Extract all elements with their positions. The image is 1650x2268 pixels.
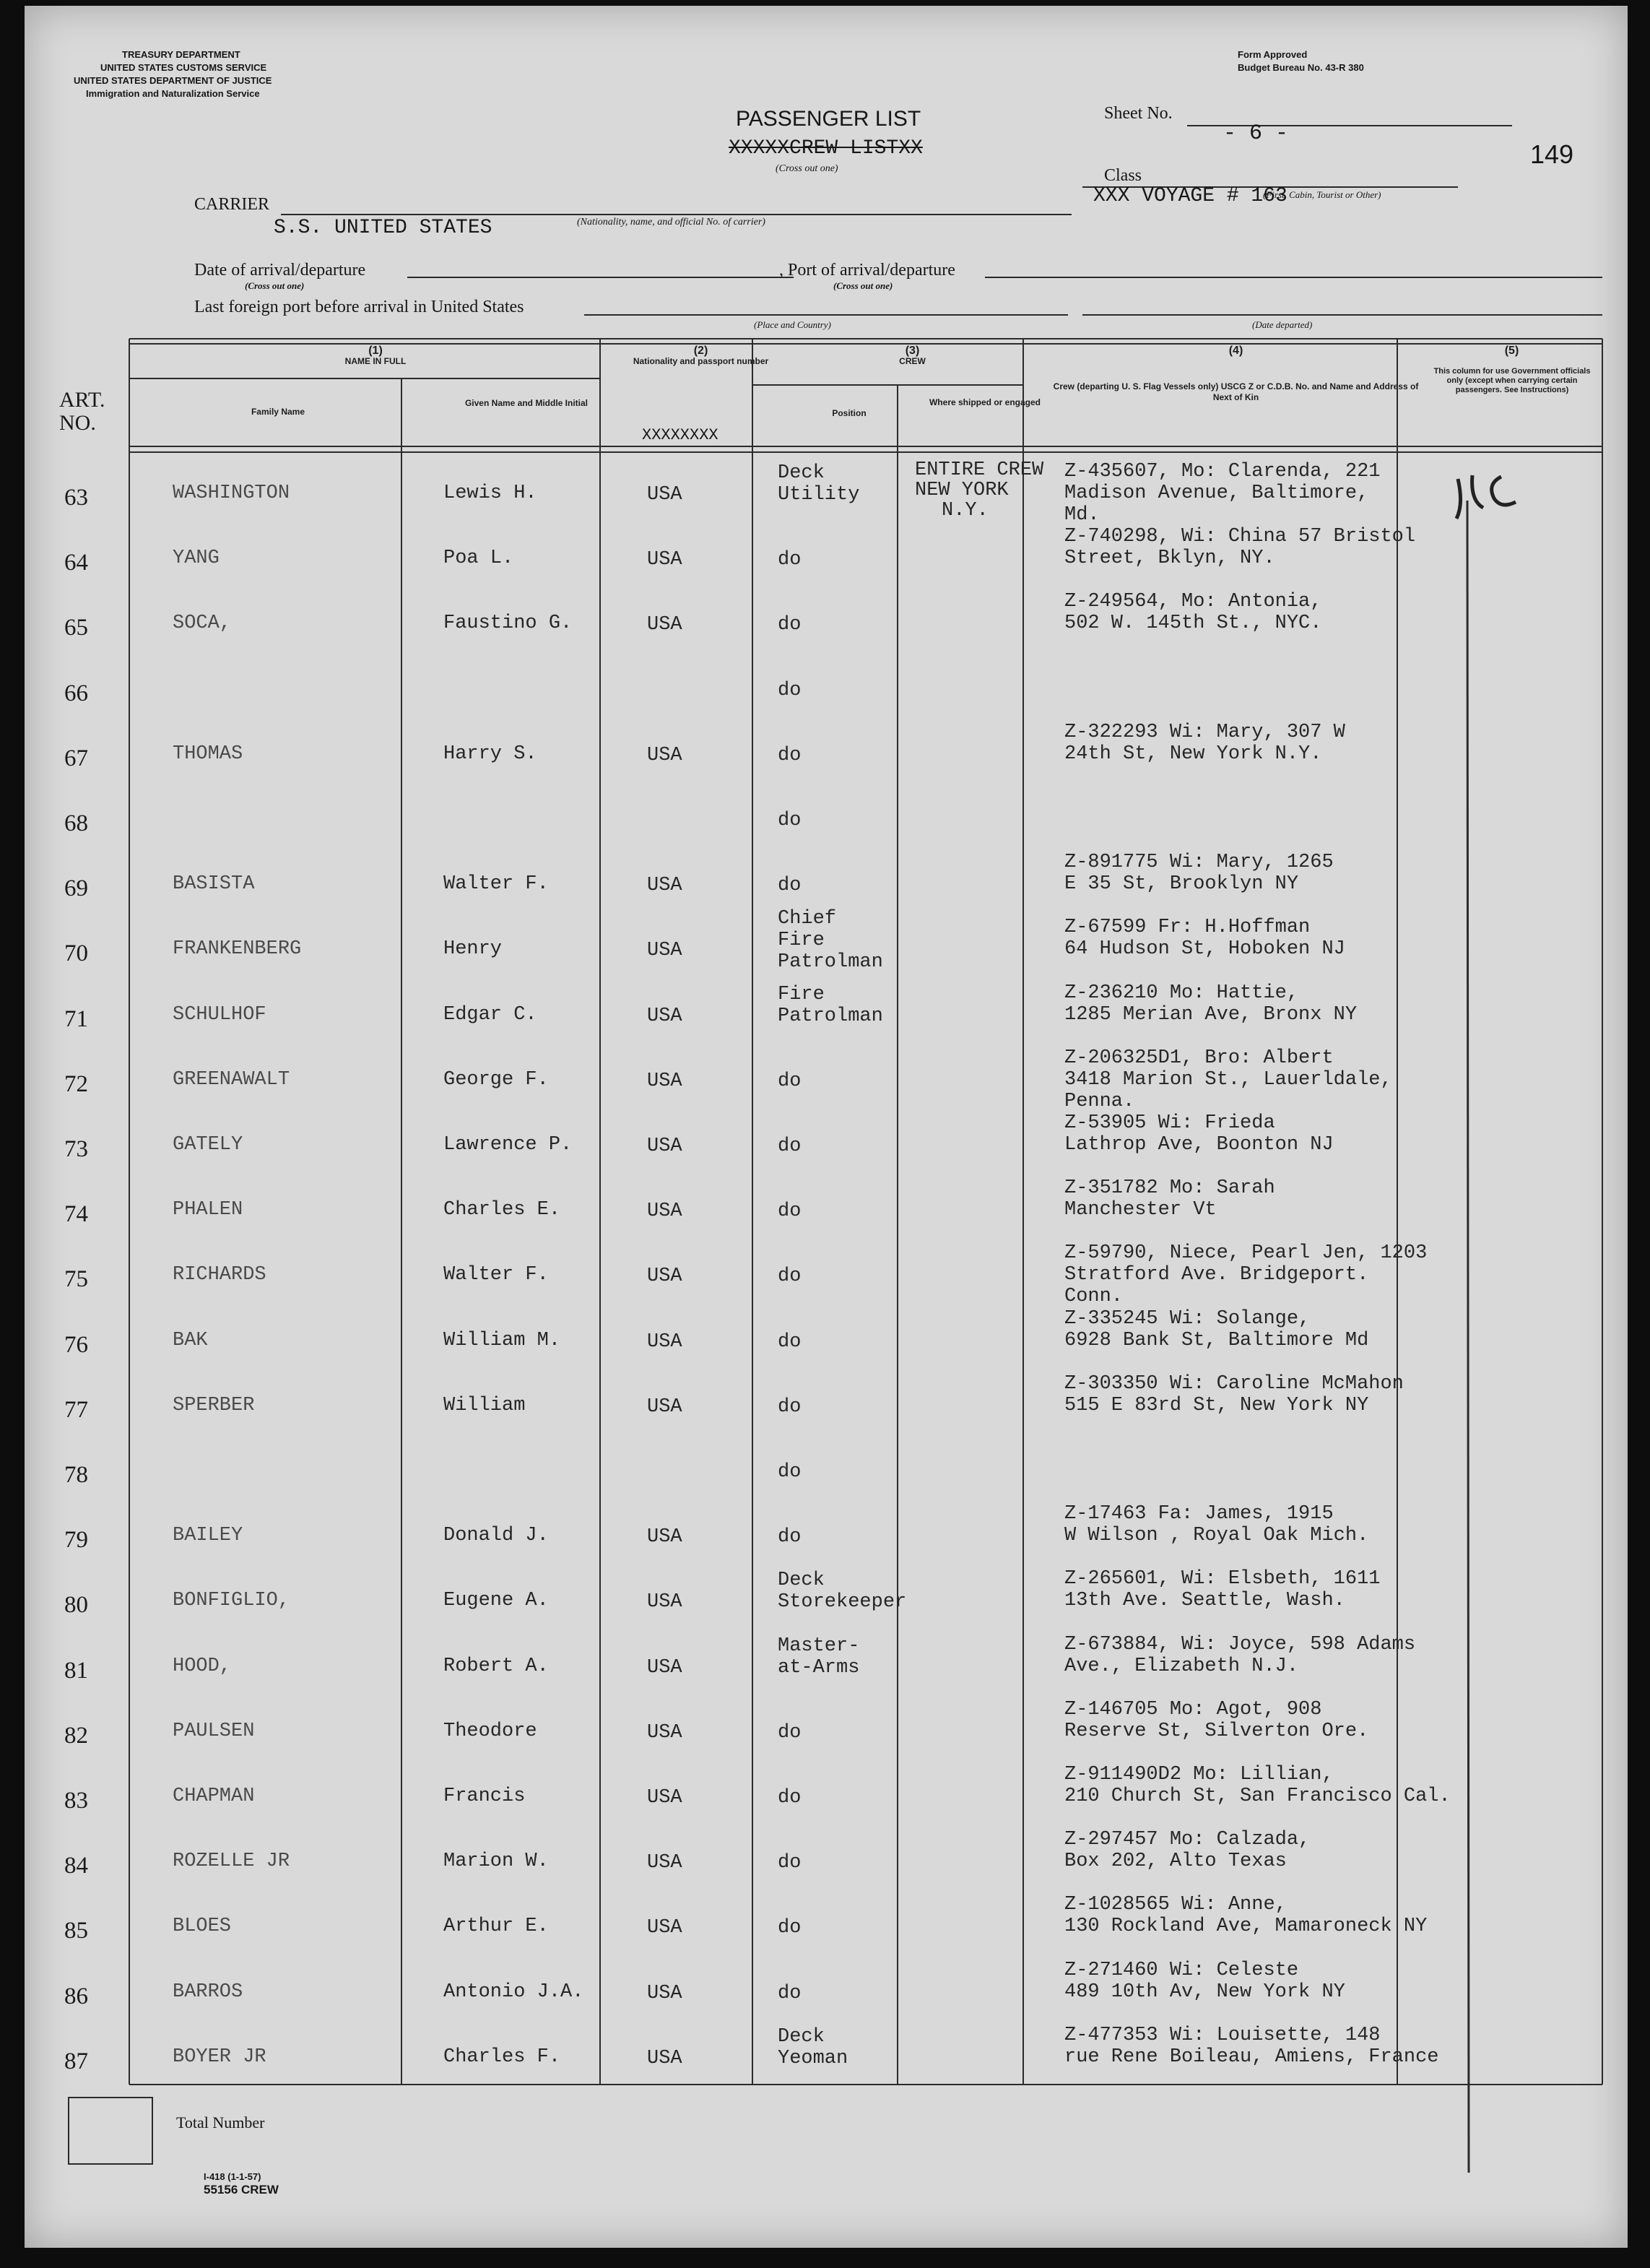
position-text: Deck (778, 2025, 825, 2048)
given-name: Eugene A. (443, 1590, 549, 1612)
nationality: USA (647, 1265, 682, 1288)
date-cross-out: (Cross out one) (245, 280, 305, 291)
agency-line-3: UNITED STATES DEPARTMENT OF JUSTICE (74, 75, 272, 86)
next-of-kin-line: 210 Church St, San Francisco Cal. (1064, 1786, 1451, 1807)
given-name: Antonio J.A. (443, 1981, 584, 2003)
next-of-kin-line: Z-911490D2 Mo: Lillian, (1064, 1764, 1334, 1786)
position-text: Patrolman (778, 951, 883, 974)
nationality: USA (647, 1852, 682, 1874)
given-name: Theodore (443, 1720, 537, 1742)
art-number: 64 (64, 550, 88, 576)
position-text: do (778, 1721, 802, 1744)
nationality: USA (647, 549, 682, 571)
position-text: Master- (778, 1635, 860, 1657)
art-number: 72 (64, 1070, 88, 1097)
art-number: 65 (64, 615, 88, 641)
nationality: USA (647, 1917, 682, 1939)
table-row (25, 1366, 1628, 1431)
col5-text: This column for use Government officials only (except when carrying certain passengers. See Instructions) (1433, 367, 1591, 394)
next-of-kin-line: 489 10th Av, New York NY (1064, 1981, 1345, 2003)
next-of-kin-line: 515 E 83rd St, New York NY (1064, 1394, 1369, 1416)
total-number-box[interactable] (68, 2097, 153, 2165)
family-name: PHALEN (173, 1199, 243, 1221)
given-name: Walter F. (443, 1264, 549, 1286)
next-of-kin-line: 502 W. 145th St., NYC. (1064, 613, 1322, 635)
next-of-kin-line: Z-17463 Fa: James, 1915 (1064, 1503, 1334, 1525)
family-name: SOCA, (173, 613, 232, 635)
next-of-kin-line: Z-435607, Mo: Clarenda, 221 (1064, 461, 1381, 482)
family-name: BAK (173, 1329, 208, 1351)
next-of-kin-line: Lathrop Ave, Boonton NJ (1064, 1134, 1334, 1156)
family-name: FRANKENBERG (173, 938, 302, 961)
form-approved: Form Approved (1238, 49, 1308, 60)
art-number: 70 (64, 940, 88, 967)
table-row (25, 1170, 1628, 1235)
family-name: SCHULHOF (173, 1003, 266, 1026)
art-number: 84 (64, 1853, 88, 1879)
next-of-kin-line: 24th St, New York N.Y. (1064, 743, 1322, 765)
position-text: Yeoman (778, 2047, 848, 2069)
position-text: Fire (778, 983, 825, 1005)
document-page (25, 6, 1628, 2248)
position-text: Utility (778, 484, 860, 506)
table-row (25, 975, 1628, 1040)
next-of-kin-line: Conn. (1064, 1286, 1124, 1308)
nationality: USA (647, 1330, 682, 1353)
family-name: THOMAS (173, 743, 243, 765)
shipped-note-line2: NEW YORK (915, 480, 1009, 501)
given-name: Lawrence P. (443, 1134, 573, 1156)
nationality: USA (647, 1656, 682, 1679)
table-row (25, 1822, 1628, 1887)
position-header: Position (832, 408, 867, 418)
place-hint: (Place and Country) (754, 319, 831, 330)
next-of-kin-line: Z-477353 Wi: Louisette, 148 (1064, 2024, 1381, 2046)
position-text: do (778, 549, 802, 571)
carrier-hint: (Nationality, name, and official No. of carrier) (577, 217, 765, 228)
position-text: Patrolman (778, 1005, 883, 1027)
position-text: do (778, 1395, 802, 1418)
family-name: SPERBER (173, 1394, 255, 1416)
table-row (25, 1692, 1628, 1757)
col3-title: CREW (899, 356, 926, 366)
art-number: 80 (64, 1592, 88, 1619)
class-hint: (First, Cabin, Tourist or Other) (1263, 189, 1381, 200)
class-label: Class (1104, 166, 1142, 185)
art-number: 68 (64, 810, 88, 836)
nationality: USA (647, 1721, 682, 1744)
table-row (25, 519, 1628, 584)
next-of-kin-line: Z-351782 Mo: Sarah (1064, 1177, 1275, 1200)
nationality: USA (647, 744, 682, 766)
col2-crossed: XXXXXXXX (642, 426, 718, 444)
given-name: William (443, 1394, 526, 1416)
nationality: USA (647, 614, 682, 636)
table-row (25, 1105, 1628, 1170)
art-number: 76 (64, 1331, 88, 1358)
nationality: USA (647, 1526, 682, 1549)
position-text: do (778, 1526, 802, 1549)
position-text: Fire (778, 930, 825, 952)
art-number: 86 (64, 1983, 88, 2009)
nationality: USA (647, 1395, 682, 1418)
family-name: BASISTA (173, 873, 255, 896)
table-row (25, 584, 1628, 649)
page-number: 149 (1530, 139, 1574, 169)
budget-bureau: Budget Bureau No. 43-R 380 (1238, 62, 1364, 73)
next-of-kin-line: W Wilson , Royal Oak Mich. (1064, 1525, 1369, 1547)
col2-title: Nationality and passport number (633, 356, 769, 366)
art-number: 79 (64, 1527, 88, 1554)
table-row (25, 1757, 1628, 1822)
nationality: USA (647, 1200, 682, 1223)
next-of-kin-line: Z-236210 Mo: Hattie, (1064, 982, 1299, 1004)
art-header-line2: NO. (59, 411, 96, 435)
shipped-note-line1: ENTIRE CREW (915, 459, 1044, 481)
table-row (25, 1496, 1628, 1561)
nationality: USA (647, 1591, 682, 1614)
art-number: 74 (64, 1201, 88, 1228)
given-name: Marion W. (443, 1851, 549, 1873)
sheet-no-value: - 6 - (1223, 121, 1289, 146)
next-of-kin-line: Z-322293 Wi: Mary, 307 W (1064, 721, 1345, 743)
art-number: 85 (64, 1918, 88, 1944)
col4-num: (4) (1228, 345, 1243, 357)
next-of-kin-line: Reserve St, Silverton Ore. (1064, 1720, 1369, 1742)
position-text: do (778, 1982, 802, 2004)
table-row (25, 714, 1628, 779)
date-departed-hint: (Date departed) (1252, 319, 1313, 330)
sheet-no-label: Sheet No. (1104, 104, 1173, 123)
table-row (25, 844, 1628, 909)
nationality: USA (647, 875, 682, 897)
position-text: do (778, 1070, 802, 1092)
art-number: 82 (64, 1722, 88, 1749)
table-row (25, 1301, 1628, 1366)
table-row (25, 1627, 1628, 1692)
port-label: , Port of arrival/departure (779, 261, 955, 280)
given-name: Henry (443, 938, 503, 961)
given-name: Faustino G. (443, 613, 573, 635)
form-title: PASSENGER LIST (736, 107, 921, 131)
given-name: Poa L. (443, 547, 514, 570)
agency-line-2: UNITED STATES CUSTOMS SERVICE (100, 62, 267, 73)
next-of-kin-line: Penna. (1064, 1090, 1135, 1112)
next-of-kin-line: Stratford Ave. Bridgeport. (1064, 1264, 1369, 1286)
position-text: do (778, 1135, 802, 1157)
total-number-label: Total Number (176, 2113, 265, 2131)
next-of-kin-line: Z-249564, Mo: Antonia, (1064, 591, 1322, 613)
class-value: XXX VOYAGE # 163 (1093, 185, 1288, 207)
next-of-kin-line: Z-265601, Wi: Elsbeth, 1611 (1064, 1568, 1381, 1590)
nationality: USA (647, 1982, 682, 2004)
family-name-header: Family Name (251, 407, 305, 417)
table-row (25, 1040, 1628, 1112)
next-of-kin-line: Z-206325D1, Bro: Albert (1064, 1047, 1334, 1069)
next-of-kin-line: Street, Bklyn, NY. (1064, 547, 1275, 570)
art-number: 81 (64, 1657, 88, 1684)
table-row (25, 1887, 1628, 1952)
art-number: 78 (64, 1462, 88, 1488)
position-text: Chief (778, 908, 837, 930)
table-row (25, 2017, 1628, 2082)
art-number: 83 (64, 1788, 88, 1814)
position-text: do (778, 744, 802, 766)
date-label: Date of arrival/departure (194, 261, 366, 280)
next-of-kin-line: Madison Avenue, Baltimore, (1064, 482, 1369, 504)
art-number: 71 (64, 1005, 88, 1032)
col1-num: (1) (368, 345, 383, 357)
shipped-header: Where shipped or engaged (929, 397, 1041, 407)
position-text: do (778, 1461, 802, 1483)
last-port-label: Last foreign port before arrival in United States (194, 298, 524, 316)
family-name: ROZELLE JR (173, 1851, 290, 1873)
next-of-kin-line: 13th Ave. Seattle, Wash. (1064, 1590, 1345, 1612)
given-name: Francis (443, 1786, 526, 1807)
given-name: William M. (443, 1329, 561, 1351)
carrier-label: CARRIER (194, 195, 270, 214)
given-name: Donald J. (443, 1525, 549, 1547)
family-name: BONFIGLIO, (173, 1590, 290, 1612)
col1-title: NAME IN FULL (344, 356, 407, 366)
family-name: GREENAWALT (173, 1068, 290, 1091)
given-name: Charles F. (443, 2046, 561, 2068)
position-text: do (778, 1852, 802, 1874)
crew-list-title: XXXXXCREW LISTXX (729, 137, 923, 160)
nationality: USA (647, 484, 682, 506)
table-row (25, 779, 1628, 844)
given-name: Robert A. (443, 1655, 549, 1677)
family-name: RICHARDS (173, 1264, 266, 1286)
family-name: CHAPMAN (173, 1786, 255, 1807)
next-of-kin-line: Z-146705 Mo: Agot, 908 (1064, 1698, 1322, 1721)
next-of-kin-line: Z-67599 Fr: H.Hoffman (1064, 917, 1311, 939)
next-of-kin-line: 3418 Marion St., Lauerldale, (1064, 1068, 1392, 1091)
table-row (25, 1952, 1628, 2017)
position-text: do (778, 1200, 802, 1223)
next-of-kin-line: Z-335245 Wi: Solange, (1064, 1307, 1311, 1330)
position-text: do (778, 1330, 802, 1353)
position-text: do (778, 1917, 802, 1939)
next-of-kin-line: 6928 Bank St, Baltimore Md (1064, 1329, 1369, 1351)
given-name: Walter F. (443, 873, 549, 896)
next-of-kin-line: 64 Hudson St, Hoboken NJ (1064, 938, 1345, 961)
col4-text: Crew (departing U. S. Flag Vessels only) USCG Z or C.D.B. No. and Name and Address of Next of Kin (1053, 381, 1419, 402)
carrier-value: S.S. UNITED STATES (274, 217, 492, 239)
family-name: BOYER JR (173, 2046, 266, 2068)
col5-num: (5) (1504, 345, 1519, 357)
next-of-kin-line: Z-53905 Wi: Frieda (1064, 1112, 1275, 1134)
port-cross-out: (Cross out one) (833, 280, 893, 291)
art-number: 75 (64, 1266, 88, 1293)
form-code: 55156 CREW (204, 2183, 279, 2196)
next-of-kin-line: rue Rene Boileau, Amiens, France (1064, 2046, 1439, 2068)
given-name: Edgar C. (443, 1003, 537, 1026)
table-row (25, 1431, 1628, 1496)
nationality: USA (647, 1787, 682, 1809)
nationality: USA (647, 2047, 682, 2069)
col2-num: (2) (693, 345, 708, 357)
next-of-kin-line: Z-673884, Wi: Joyce, 598 Adams (1064, 1633, 1416, 1655)
position-text: do (778, 1787, 802, 1809)
art-number: 69 (64, 875, 88, 902)
next-of-kin-line: Box 202, Alto Texas (1064, 1851, 1287, 1873)
given-name: Arthur E. (443, 1916, 549, 1938)
agency-line-4: Immigration and Naturalization Service (86, 88, 260, 99)
position-text: Deck (778, 1570, 825, 1592)
next-of-kin-line: E 35 St, Brooklyn NY (1064, 873, 1299, 896)
family-name: BARROS (173, 1981, 243, 2003)
table-row (25, 909, 1628, 974)
art-number: 77 (64, 1396, 88, 1423)
col3-num: (3) (905, 345, 920, 357)
nationality: USA (647, 1070, 682, 1092)
nationality: USA (647, 940, 682, 962)
given-name: George F. (443, 1068, 549, 1091)
given-name: Harry S. (443, 743, 537, 765)
next-of-kin-line: Z-303350 Wi: Caroline McMahon (1064, 1372, 1404, 1395)
position-text: do (778, 810, 802, 831)
next-of-kin-line: Z-740298, Wi: China 57 Bristol (1064, 526, 1416, 548)
nationality: USA (647, 1005, 682, 1027)
table-row (25, 649, 1628, 714)
art-number: 73 (64, 1136, 88, 1162)
family-name: WASHINGTON (173, 482, 290, 504)
given-name: Charles E. (443, 1199, 561, 1221)
next-of-kin-line: Z-297457 Mo: Calzada, (1064, 1829, 1311, 1851)
next-of-kin-line: 130 Rockland Ave, Mamaroneck NY (1064, 1916, 1428, 1938)
agency-line-1: TREASURY DEPARTMENT (122, 49, 240, 60)
next-of-kin-line: Manchester Vt (1064, 1199, 1217, 1221)
position-text: do (778, 1265, 802, 1288)
position-text: do (778, 679, 802, 701)
position-text: at-Arms (778, 1656, 860, 1679)
family-name: BLOES (173, 1916, 232, 1938)
table-row (25, 454, 1628, 526)
next-of-kin-line: Z-1028565 Wi: Anne, (1064, 1894, 1287, 1916)
art-number: 63 (64, 485, 88, 511)
next-of-kin-line: Ave., Elizabeth N.J. (1064, 1655, 1299, 1677)
nationality: USA (647, 1135, 682, 1157)
shipped-note-line3: N.Y. (942, 500, 989, 521)
family-name: YANG (173, 547, 220, 570)
next-of-kin-line: Z-59790, Niece, Pearl Jen, 1203 (1064, 1242, 1428, 1265)
table-row (25, 1235, 1628, 1308)
next-of-kin-line: Md. (1064, 504, 1100, 526)
position-text: do (778, 614, 802, 636)
given-name-header: Given Name and Middle Initial (464, 398, 589, 408)
position-text: Storekeeper (778, 1591, 907, 1614)
next-of-kin-line: Z-891775 Wi: Mary, 1265 (1064, 852, 1334, 874)
table-row (25, 1561, 1628, 1626)
art-number: 67 (64, 745, 88, 771)
family-name: GATELY (173, 1134, 243, 1156)
form-number: I-418 (1-1-57) (204, 2171, 261, 2182)
art-header-line1: ART. (59, 388, 105, 412)
next-of-kin-line: 1285 Merian Ave, Bronx NY (1064, 1003, 1358, 1026)
family-name: HOOD, (173, 1655, 232, 1677)
cross-out-note: (Cross out one) (776, 163, 838, 174)
art-number: 66 (64, 680, 88, 706)
family-name: BAILEY (173, 1525, 243, 1547)
position-text: Deck (778, 462, 825, 484)
position-text: do (778, 875, 802, 897)
next-of-kin-line: Z-271460 Wi: Celeste (1064, 1959, 1299, 1981)
art-number: 87 (64, 2048, 88, 2074)
given-name: Lewis H. (443, 482, 537, 504)
family-name: PAULSEN (173, 1720, 255, 1742)
